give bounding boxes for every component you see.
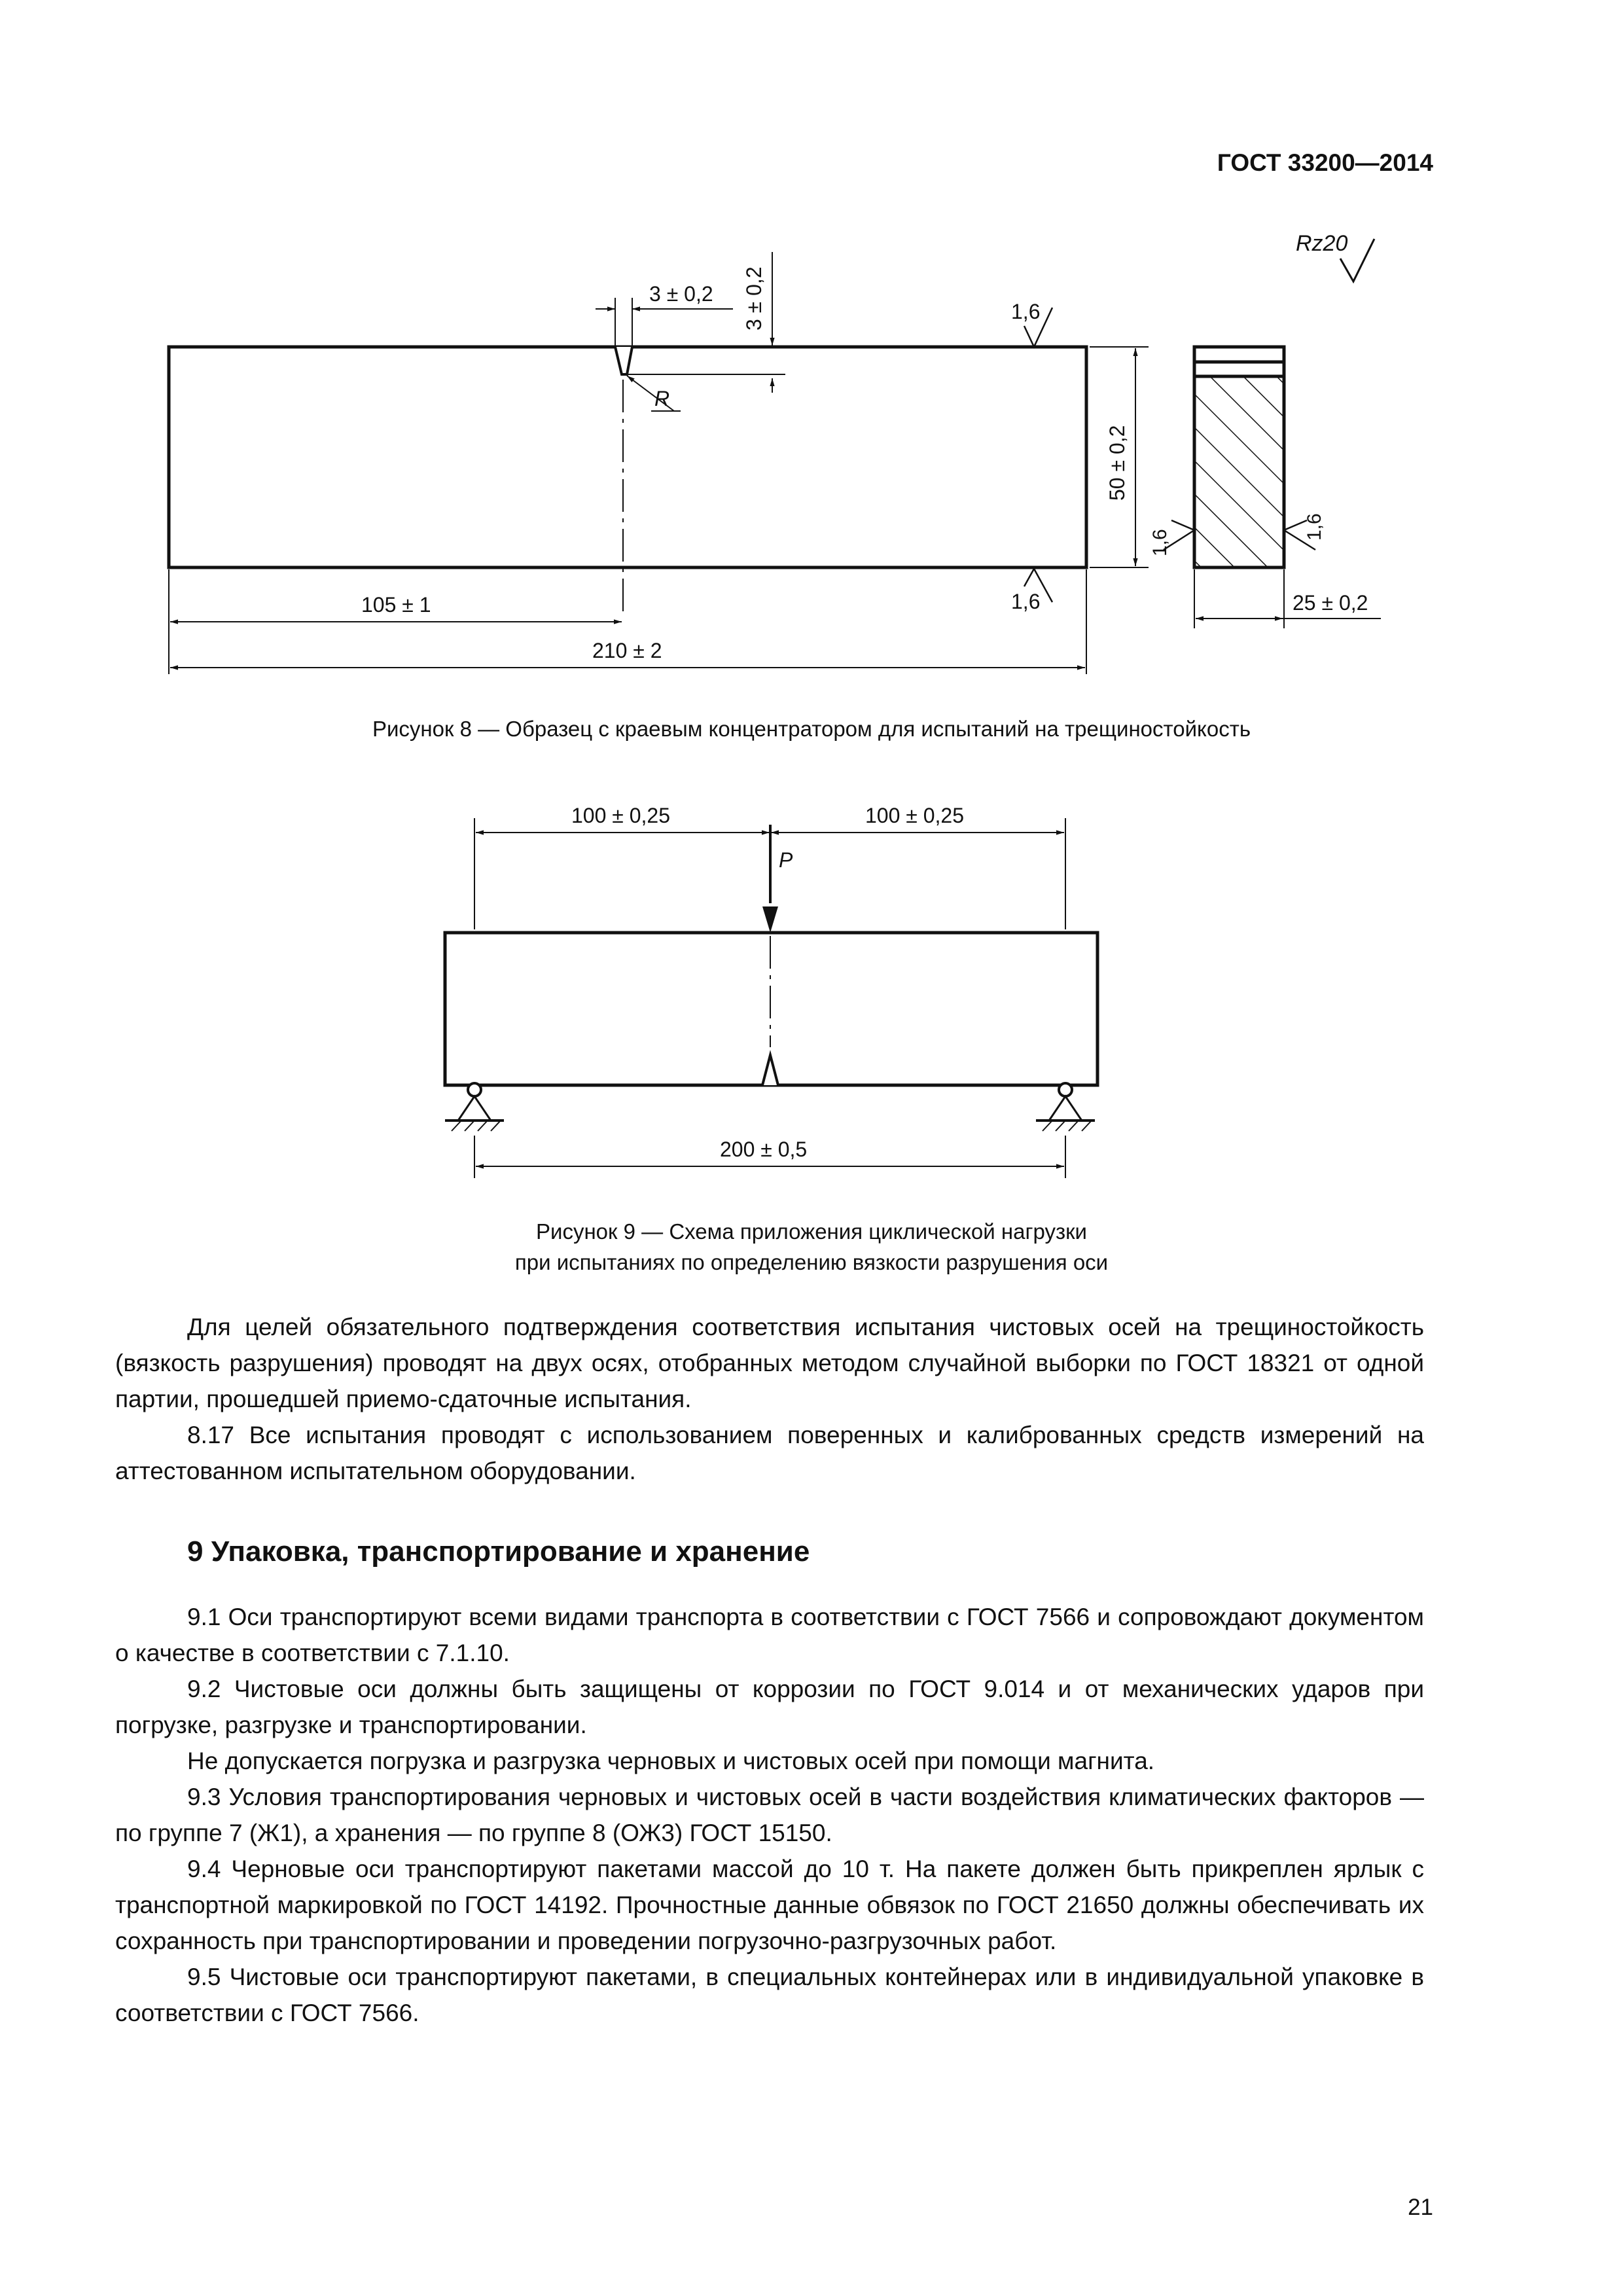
right-support bbox=[1036, 1083, 1095, 1131]
notch bbox=[615, 347, 632, 374]
support-span-label: 200 ± 0,5 bbox=[720, 1138, 808, 1161]
page-number: 21 bbox=[1408, 2195, 1433, 2220]
right-span-label: 100 ± 0,25 bbox=[865, 804, 965, 827]
length-label: 210 ± 2 bbox=[592, 639, 662, 662]
section-9-title: 9 Упаковка, транспортирование и хранение bbox=[187, 1535, 810, 1568]
roughness-bottom-label: 1,6 bbox=[1011, 590, 1041, 613]
beam-notch bbox=[762, 1055, 778, 1085]
paragraph-8-17: 8.17 Все испытания проводят с использованием поверенных и калиброванных средств измерений на аттестованном испытательном оборудовании. bbox=[115, 1422, 1424, 1484]
load-arrow bbox=[762, 906, 778, 933]
paragraph-9-2: 9.2 Чистовые оси должны быть защищены от коррозии по ГОСТ 9.014 и от механических ударов при погрузке, разгрузке и транспортировании. bbox=[115, 1676, 1424, 1738]
notch-depth-label: 3 ± 0,2 bbox=[742, 266, 766, 331]
paragraph-9-3: 9.3 Условия транспортирования черновых и чистовых осей в части воздействия климатических факторов — по группе 7 (Ж1), а хранения — по группе 8 (ОЖ3) ГОСТ 15150. bbox=[115, 1784, 1424, 1846]
roughness-left-label: 1,6 bbox=[1149, 529, 1171, 556]
figure-9-caption-line2: при испытаниях по определению вязкости разрушения оси bbox=[514, 1250, 1109, 1274]
radius-label: R bbox=[654, 387, 670, 410]
paragraph-9-1: 9.1 Оси транспортируют всеми видами транспорта в соответствии с ГОСТ 7566 и сопровождают документом о качестве в соответствии с 7.1.10. bbox=[115, 1604, 1424, 1666]
roughness-right-label: 1,6 bbox=[1304, 513, 1325, 541]
thickness-label: 25 ± 0,2 bbox=[1293, 591, 1368, 615]
load-label: P bbox=[779, 848, 793, 872]
figure-9-caption-line1: Рисунок 9 — Схема приложения циклической нагрузки bbox=[536, 1219, 1087, 1244]
figure-9-drawing bbox=[0, 772, 1623, 1204]
height-label: 50 ± 0,2 bbox=[1105, 425, 1129, 501]
roughness-general-symbol bbox=[1296, 231, 1374, 281]
document-standard-header: ГОСТ 33200—2014 bbox=[1217, 149, 1433, 176]
paragraph-sample-selection: Для целей обязательного подтверждения соответствия испытания чистовых осей на трещиностойкость (вязкость разрушения) проводят на двух осях, отобранных методом случайной выборки по ГОСТ 18321 от одной партии, прошедшей приемо-сдаточные испытания. bbox=[115, 1314, 1424, 1412]
paragraph-magnet: Не допускается погрузка и разгрузка черновых и чистовых осей при помощи магнита. bbox=[187, 1748, 1155, 1774]
notch-width-label: 3 ± 0,2 bbox=[649, 282, 713, 306]
cross-section bbox=[1194, 347, 1284, 567]
body-text bbox=[115, 1309, 1424, 2031]
half-length-label: 105 ± 1 bbox=[361, 593, 431, 617]
paragraph-9-4: 9.4 Черновые оси транспортируют пакетами массой до 10 т. На пакете должен быть прикреплен ярлык с транспортной маркировкой по ГОСТ 14192. Прочностные данные обвязок по ГОСТ 21650 должны обеспечивать их сохранность при транспортировании и проведении погрузочно-разгрузочных работ. bbox=[115, 1856, 1424, 1954]
figure-8-drawing bbox=[0, 0, 1623, 720]
paragraph-9-5: 9.5 Чистовые оси транспортируют пакетами, в специальных контейнерах или в индивидуальной упаковке в соответствии с ГОСТ 7566. bbox=[115, 1964, 1424, 2026]
figure-9-caption bbox=[0, 1216, 1623, 1278]
left-support bbox=[445, 1083, 504, 1131]
svg-text:Rz20: Rz20 bbox=[1296, 231, 1348, 256]
left-span-label: 100 ± 0,25 bbox=[571, 804, 671, 827]
figure-8-caption: Рисунок 8 — Образец с краевым концентратором для испытаний на трещиностойкость bbox=[372, 717, 1251, 741]
roughness-top-label: 1,6 bbox=[1011, 300, 1041, 323]
specimen-outline bbox=[169, 347, 1086, 567]
